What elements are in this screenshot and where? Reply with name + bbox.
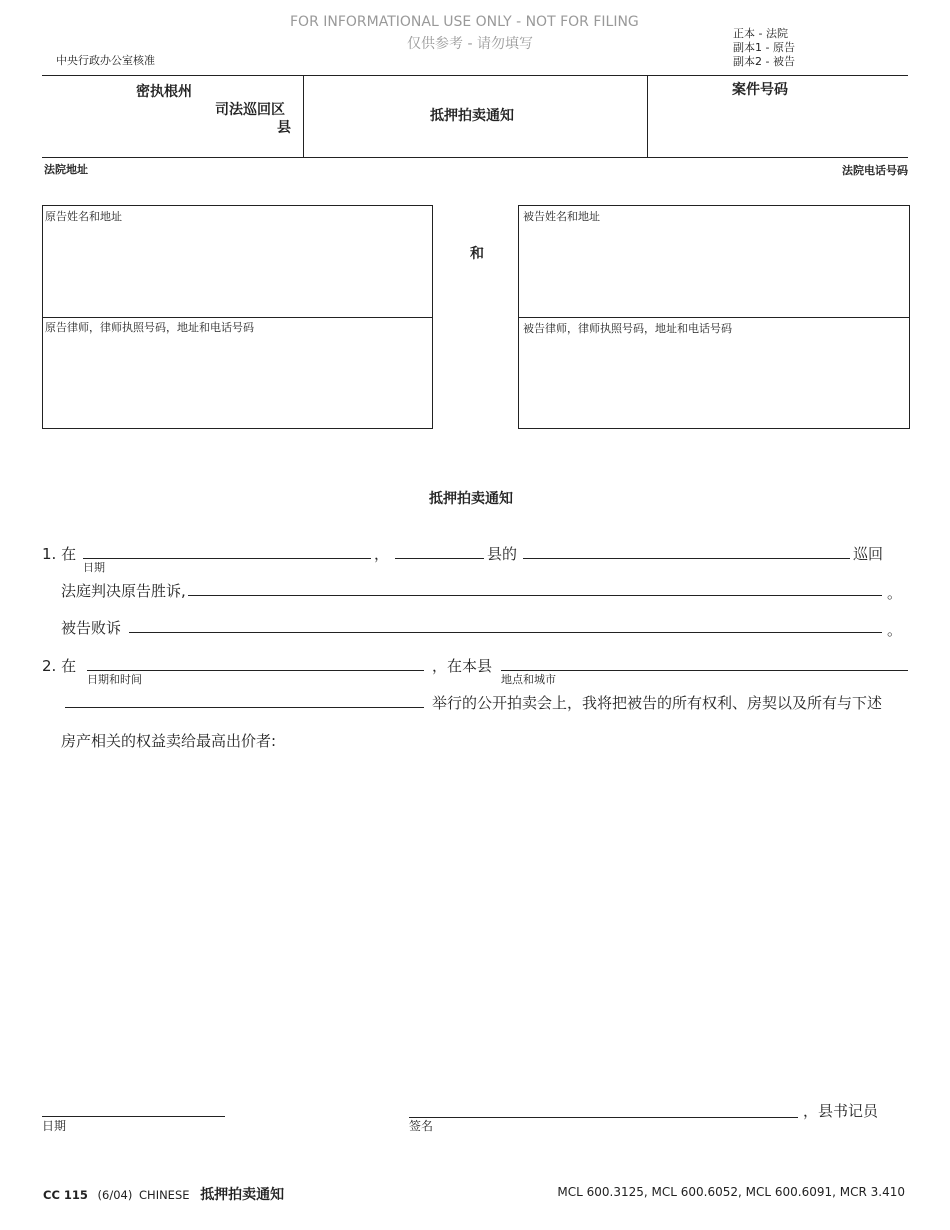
watermark-english: FOR INFORMATIONAL USE ONLY - NOT FOR FILING bbox=[290, 14, 639, 30]
item1-circuit: 巡回 bbox=[853, 545, 884, 563]
watermark-chinese: 仅供参考 - 请勿填写 bbox=[407, 36, 533, 52]
plaintiff-attorney-label: 原告律师，律师执照号码，地址和电话号码 bbox=[45, 321, 254, 334]
form-revision: (6/04) bbox=[97, 1188, 133, 1202]
caption-divider-right bbox=[647, 75, 648, 157]
defendant-attorney-label: 被告律师，律师执照号码，地址和电话号码 bbox=[523, 322, 732, 335]
circuit-court-field[interactable] bbox=[523, 558, 850, 559]
judicial-circuit: 司法巡回区 bbox=[215, 102, 285, 118]
footer-title: 抵押拍卖通知 bbox=[200, 1187, 285, 1203]
judgment-date-field[interactable] bbox=[83, 558, 371, 559]
sale-place-continued-field[interactable] bbox=[65, 707, 424, 708]
form-title: 抵押拍卖通知 bbox=[430, 108, 514, 124]
caption-divider-left bbox=[303, 75, 304, 157]
sale-place-caption: 地点和城市 bbox=[501, 673, 556, 686]
form-id: CC 115 bbox=[43, 1188, 88, 1202]
plaintiff-box-divider bbox=[43, 317, 432, 318]
sale-place-field[interactable] bbox=[501, 670, 908, 671]
county-name-field[interactable] bbox=[395, 558, 484, 559]
form-language: CHINESE bbox=[139, 1188, 190, 1202]
distribution-list bbox=[733, 27, 795, 69]
legal-citations: MCL 600.3125, MCL 600.6052, MCL 600.6091, MCR 3.410 bbox=[557, 1185, 905, 1199]
defendant-judgment-field[interactable] bbox=[129, 632, 882, 633]
plaintiff-name-address-label: 原告姓名和地址 bbox=[45, 210, 122, 223]
signature-date-label: 日期 bbox=[42, 1119, 67, 1133]
distribution-court: 正本 - 法院 bbox=[733, 27, 788, 40]
item1-period2: 。 bbox=[887, 621, 903, 639]
and-connector: 和 bbox=[470, 246, 484, 262]
defendant-box bbox=[518, 205, 910, 429]
item1-period: 。 bbox=[887, 584, 903, 602]
judgment-date-caption: 日期 bbox=[83, 561, 105, 574]
notice-title: 抵押拍卖通知 bbox=[429, 491, 513, 507]
item1-defendant-text: 被告败诉 bbox=[61, 619, 122, 637]
item1-number: 1. 在 bbox=[42, 545, 77, 563]
item1-judgment-text: 法庭判决原告胜诉, bbox=[61, 582, 186, 600]
distribution-defendant: 副本2 - 被告 bbox=[733, 55, 795, 68]
item2-in-county: ，在本县 bbox=[432, 657, 493, 675]
caption-top-rule bbox=[42, 75, 908, 76]
plaintiff-judgment-field[interactable] bbox=[188, 595, 882, 596]
distribution-plaintiff: 副本1 - 原告 bbox=[733, 41, 795, 54]
item2-highest-bidder-text: 房产相关的权益卖给最高出价者: bbox=[61, 732, 277, 750]
defendant-box-divider bbox=[519, 317, 909, 318]
signature-field[interactable] bbox=[409, 1117, 798, 1118]
item1-county-of: 县的 bbox=[487, 545, 518, 563]
caption-bottom-rule bbox=[42, 157, 908, 158]
court-phone-label: 法院电话号码 bbox=[842, 164, 908, 177]
signature-date-field[interactable] bbox=[42, 1116, 225, 1117]
court-address-label: 法院地址 bbox=[44, 163, 88, 176]
footer-form-info bbox=[43, 1184, 284, 1204]
item1-comma: ， bbox=[374, 545, 390, 563]
defendant-name-address-label: 被告姓名和地址 bbox=[523, 210, 600, 223]
signature-label: 签名 bbox=[409, 1119, 434, 1133]
county-label: 县 bbox=[277, 120, 291, 136]
plaintiff-box bbox=[42, 205, 433, 429]
sale-datetime-caption: 日期和时间 bbox=[87, 673, 142, 686]
item2-number: 2. 在 bbox=[42, 657, 77, 675]
item2-auction-text: 举行的公开拍卖会上，我将把被告的所有权利、房契以及所有与下述 bbox=[432, 694, 883, 712]
county-clerk-label: ，县书记员 bbox=[803, 1102, 879, 1120]
approval-notice: 中央行政办公室核准 bbox=[56, 54, 155, 67]
case-number-label: 案件号码 bbox=[732, 82, 788, 98]
state-name: 密执根州 bbox=[136, 84, 192, 100]
